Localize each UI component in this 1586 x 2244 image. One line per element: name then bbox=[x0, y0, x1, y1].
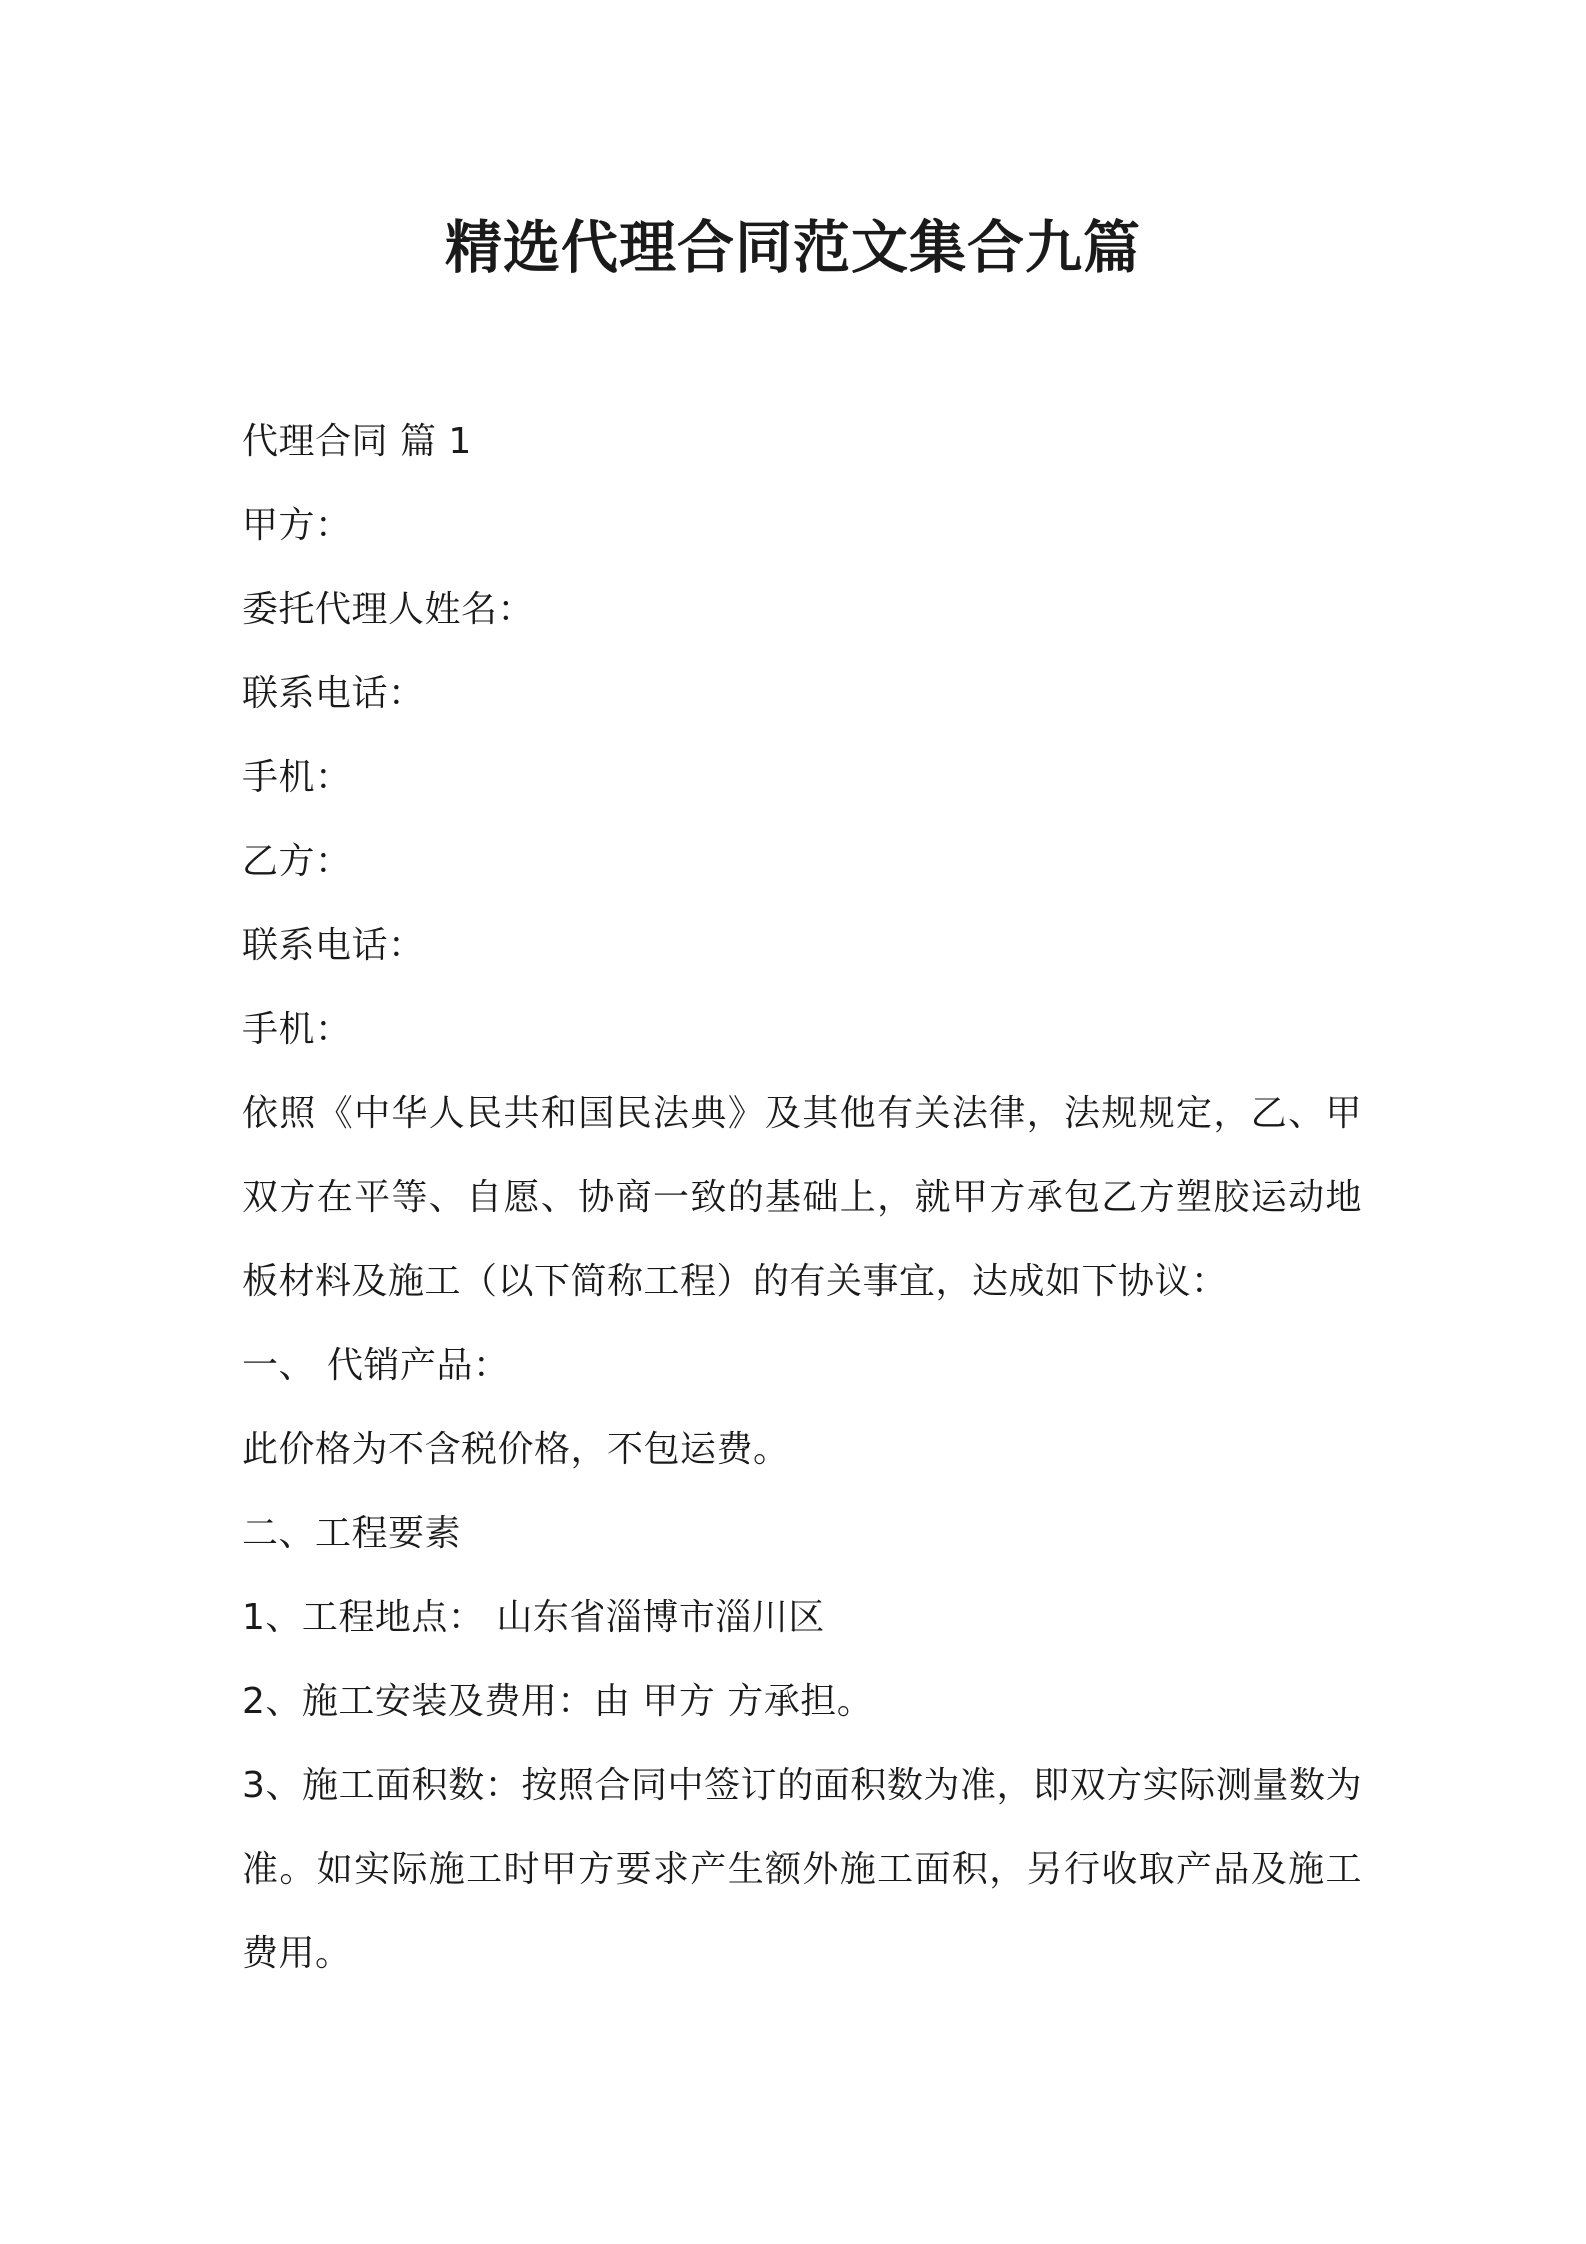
party-a-field: 甲方： bbox=[242, 505, 352, 546]
clause-1-text: 此价格为不含税价格，不包运费。 bbox=[242, 1429, 790, 1470]
item-2-installation: 2、施工安装及费用：由 甲方 方承担。 bbox=[242, 1681, 874, 1722]
clause-2-heading: 二、工程要素 bbox=[242, 1513, 462, 1554]
party-b-field: 乙方： bbox=[242, 841, 352, 882]
contact-phone-b-field: 联系电话： bbox=[242, 925, 425, 966]
agent-name-field: 委托代理人姓名： bbox=[242, 589, 535, 630]
clause-1-heading: 一、 代销产品： bbox=[242, 1345, 510, 1386]
item-1-location: 1、工程地点： 山东省淄博市淄川区 bbox=[242, 1597, 825, 1638]
section-heading: 代理合同 篇 1 bbox=[242, 421, 472, 462]
contact-phone-a-field: 联系电话： bbox=[242, 673, 425, 714]
mobile-a-field: 手机： bbox=[242, 757, 352, 798]
document-body bbox=[242, 400, 1362, 1996]
document-title: 精选代理合同范文集合九篇 bbox=[445, 215, 1141, 281]
mobile-b-field: 手机： bbox=[242, 1009, 352, 1050]
item-3-area: 3、施工面积数：按照合同中签订的面积数为准，即双方实际测量数为准。如实际施工时甲方要求产生额外施工面积，另行收取产品及施工费用。 bbox=[242, 1765, 1362, 1974]
intro-paragraph: 依照《中华人民共和国民法典》及其他有关法律，法规规定，乙、甲双方在平等、自愿、协商一致的基础上，就甲方承包乙方塑胶运动地板材料及施工（以下简称工程）的有关事宜，达成如下协议： bbox=[242, 1093, 1362, 1302]
